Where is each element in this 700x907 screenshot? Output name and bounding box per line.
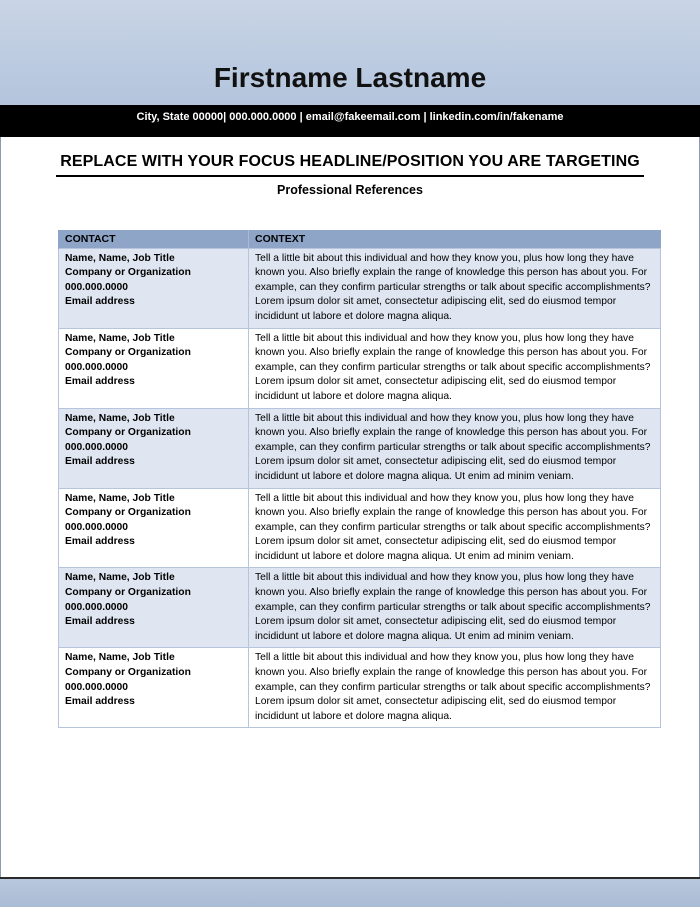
table-row xyxy=(59,568,661,648)
focus-headline: REPLACE WITH YOUR FOCUS HEADLINE/POSITION YOU ARE TARGETING xyxy=(56,153,644,177)
reference-contact xyxy=(59,648,249,728)
reference-phone: 000.000.0000 xyxy=(65,521,128,533)
reference-contact xyxy=(59,248,249,328)
reference-phone: 000.000.0000 xyxy=(65,441,128,453)
reference-context: Tell a little bit about this individual and how they know you, plus how long they have known you. Also briefly explain the range of knowledge this person has about you. For example, can they confirm particular strengths or talk about specific accomplishments? Lorem ipsum dolor sit amet, consectetur adipiscing elit, sed do eiusmod tempor incididunt ut labore et dolore magna aliqua. Ut enim ad minim veniam. xyxy=(249,408,661,488)
reference-context: Tell a little bit about this individual and how they know you, plus how long they have known you. Also briefly explain the range of knowledge this person has about you. For example, can they confirm particular strengths or talk about specific accomplishments? Lorem ipsum dolor sit amet, consectetur adipiscing elit, sed do eiusmod tempor incididunt ut labore et dolore magna aliqua. xyxy=(249,248,661,328)
table-row xyxy=(59,328,661,408)
reference-context: Tell a little bit about this individual and how they know you, plus how long they have known you. Also briefly explain the range of knowledge this person has about you. For example, can they confirm particular strengths or talk about specific accomplishments? Lorem ipsum dolor sit amet, consectetur adipiscing elit, sed do eiusmod tempor incididunt ut labore et dolore magna aliqua. xyxy=(249,328,661,408)
column-header-contact: CONTACT xyxy=(59,230,249,248)
reference-email: Email address xyxy=(65,376,135,388)
reference-phone: 000.000.0000 xyxy=(65,361,128,373)
references-table xyxy=(58,230,661,728)
reference-name: Name, Name, Job Title xyxy=(65,332,175,344)
reference-company: Company or Organization xyxy=(65,347,191,359)
reference-company: Company or Organization xyxy=(65,427,191,439)
reference-name: Name, Name, Job Title xyxy=(65,652,175,664)
reference-contact xyxy=(59,328,249,408)
reference-context: Tell a little bit about this individual and how they know you, plus how long they have known you. Also briefly explain the range of knowledge this person has about you. For example, can they confirm particular strengths or talk about specific accomplishments? Lorem ipsum dolor sit amet, consectetur adipiscing elit, sed do eiusmod tempor incididunt ut labore et dolore magna aliqua. xyxy=(249,648,661,728)
reference-phone: 000.000.0000 xyxy=(65,601,128,613)
reference-email: Email address xyxy=(65,536,135,548)
column-header-context: CONTEXT xyxy=(249,230,661,248)
reference-email: Email address xyxy=(65,296,135,308)
table-row xyxy=(59,488,661,568)
reference-name: Name, Name, Job Title xyxy=(65,412,175,424)
reference-phone: 000.000.0000 xyxy=(65,281,128,293)
reference-company: Company or Organization xyxy=(65,267,191,279)
reference-name: Name, Name, Job Title xyxy=(65,252,175,264)
reference-name: Name, Name, Job Title xyxy=(65,572,175,584)
header-band xyxy=(0,0,700,105)
reference-email: Email address xyxy=(65,696,135,708)
reference-company: Company or Organization xyxy=(65,587,191,599)
table-header-row xyxy=(59,230,661,248)
reference-email: Email address xyxy=(65,456,135,468)
reference-email: Email address xyxy=(65,616,135,628)
contact-info-bar: City, State 00000| 000.000.0000 | email@fakeemail.com | linkedin.com/in/fakename xyxy=(0,105,700,137)
footer-band xyxy=(0,877,700,907)
reference-company: Company or Organization xyxy=(65,507,191,519)
reference-contact xyxy=(59,488,249,568)
table-row xyxy=(59,648,661,728)
reference-context: Tell a little bit about this individual and how they know you, plus how long they have known you. Also briefly explain the range of knowledge this person has about you. For example, can they confirm particular strengths or talk about specific accomplishments? Lorem ipsum dolor sit amet, consectetur adipiscing elit, sed do eiusmod tempor incididunt ut labore et dolore magna aliqua. Ut enim ad minim veniam. xyxy=(249,488,661,568)
table-row xyxy=(59,248,661,328)
table-row xyxy=(59,408,661,488)
candidate-name: Firstname Lastname xyxy=(213,62,487,93)
section-title: Professional References xyxy=(277,183,423,197)
reference-contact xyxy=(59,408,249,488)
reference-name: Name, Name, Job Title xyxy=(65,492,175,504)
reference-contact xyxy=(59,568,249,648)
reference-context: Tell a little bit about this individual and how they know you, plus how long they have known you. Also briefly explain the range of knowledge this person has about you. For example, can they confirm particular strengths or talk about specific accomplishments? Lorem ipsum dolor sit amet, consectetur adipiscing elit, sed do eiusmod tempor incididunt ut labore et dolore magna aliqua. Ut enim ad minim veniam. xyxy=(249,568,661,648)
reference-company: Company or Organization xyxy=(65,667,191,679)
reference-phone: 000.000.0000 xyxy=(65,681,128,693)
